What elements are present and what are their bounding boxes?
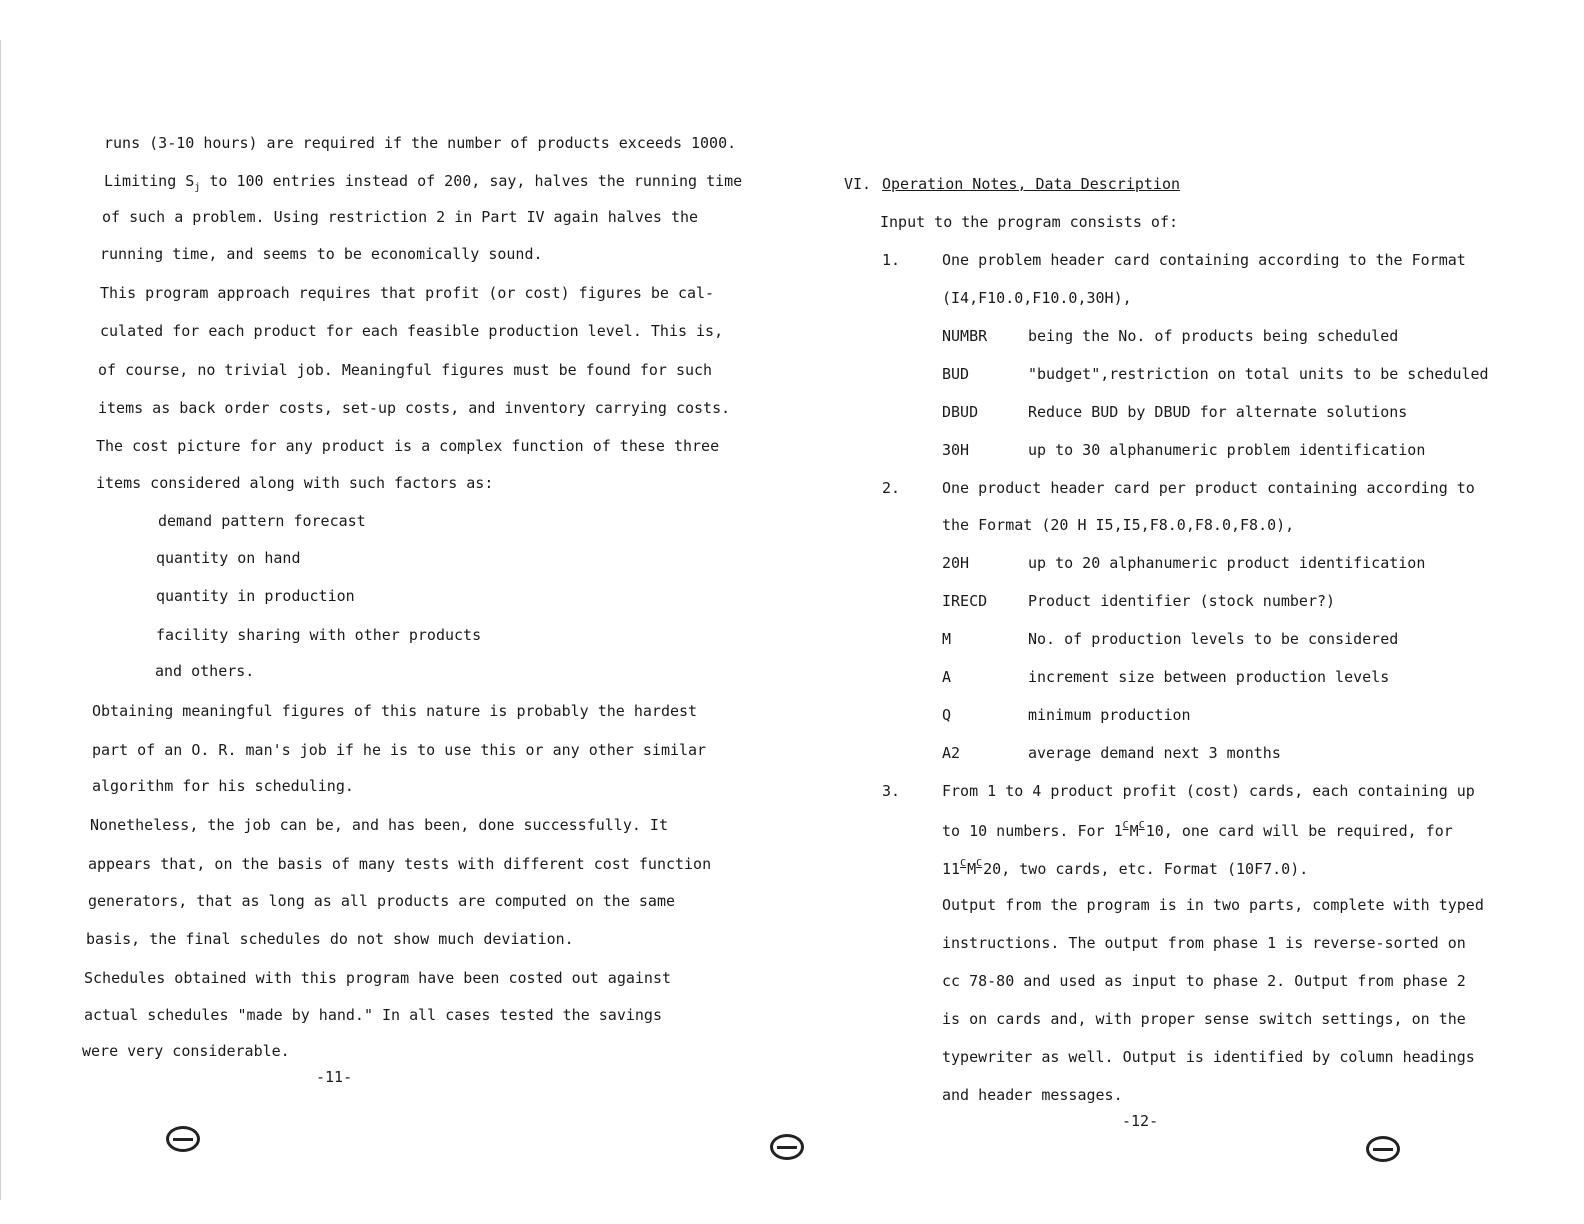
field-def: "budget",restriction on total units to be scheduled xyxy=(1028,365,1489,383)
text-line-limiting xyxy=(104,172,742,193)
field-term: 20H xyxy=(942,554,970,572)
text-line: of course, no trivial job. Meaningful figures must be found for such xyxy=(98,361,713,379)
section-title: Operation Notes, Data Description xyxy=(882,175,1181,193)
subscript-j: j xyxy=(194,182,201,193)
punch-hole-icon xyxy=(1366,1136,1400,1162)
text-line: actual schedules "made by hand." In all cases tested the savings xyxy=(84,1006,662,1024)
le-symbol: C xyxy=(976,858,983,869)
text-line: culated for each product for each feasible production level. This is, xyxy=(100,322,724,340)
punch-hole-icon xyxy=(166,1126,200,1152)
text-fragment: M xyxy=(967,860,977,878)
text-line: appears that, on the basis of many tests with different cost function xyxy=(88,855,712,873)
text-line: Obtaining meaningful figures of this nature is probably the hardest xyxy=(92,702,698,720)
text-fragment: 11 xyxy=(942,860,961,878)
field-term: M xyxy=(942,630,952,648)
field-def: Product identifier (stock number?) xyxy=(1028,592,1336,610)
limiting-prefix: Limiting S xyxy=(104,172,195,190)
factor-item: and others. xyxy=(155,662,255,680)
text-line: basis, the final schedules do not show much deviation. xyxy=(86,930,574,948)
field-def: being the No. of products being scheduled xyxy=(1028,327,1399,345)
text-line: and header messages. xyxy=(942,1086,1123,1104)
text-fragment: 10, one card will be required, for xyxy=(1145,822,1453,840)
text-fragment: to 10 numbers. For 1 xyxy=(942,822,1123,840)
field-term: NUMBR xyxy=(942,327,988,345)
text-line: algorithm for his scheduling. xyxy=(92,777,354,795)
factor-item: facility sharing with other products xyxy=(156,626,482,644)
section-number: VI. xyxy=(844,175,872,193)
text-line: Nonetheless, the job can be, and has been, done successfully. It xyxy=(90,816,668,834)
item-text: One problem header card containing according to the Format xyxy=(942,251,1466,269)
item-text-line2 xyxy=(942,820,1453,840)
text-fragment: 20, two cards, etc. Format (10F7.0). xyxy=(983,860,1309,878)
field-def: increment size between production levels xyxy=(1028,668,1390,686)
text-line: running time, and seems to be economically sound. xyxy=(100,245,543,263)
field-term: A2 xyxy=(942,744,961,762)
field-def: up to 20 alphanumeric product identification xyxy=(1028,554,1426,572)
intro-text: Input to the program consists of: xyxy=(880,213,1179,231)
le-symbol: C xyxy=(1122,820,1129,831)
text-line: were very considerable. xyxy=(82,1042,290,1060)
text-line: This program approach requires that profit (or cost) figures be cal- xyxy=(100,284,715,302)
text-line: generators, that as long as all products are computed on the same xyxy=(88,892,675,910)
limiting-suffix: to 100 entries instead of 200, say, halves the running time xyxy=(200,172,743,190)
field-def: minimum production xyxy=(1028,706,1191,724)
text-line: Output from the program is in two parts, complete with typed xyxy=(942,896,1484,914)
item-number: 1. xyxy=(882,251,901,269)
text-line: typewriter as well. Output is identified by column headings xyxy=(942,1048,1475,1066)
text-line: instructions. The output from phase 1 is reverse-sorted on xyxy=(942,934,1466,952)
field-term: A xyxy=(942,668,952,686)
factor-item: demand pattern forecast xyxy=(158,512,366,530)
page-number: -11- xyxy=(316,1068,353,1086)
field-def: Reduce BUD by DBUD for alternate solutions xyxy=(1028,403,1408,421)
item-format: the Format (20 H I5,I5,F8.0,F8.0,F8.0), xyxy=(942,516,1295,534)
text-line: The cost picture for any product is a complex function of these three xyxy=(96,437,720,455)
page-number: -12- xyxy=(1122,1112,1159,1130)
text-line: cc 78-80 and used as input to phase 2. Output from phase 2 xyxy=(942,972,1466,990)
field-term: IRECD xyxy=(942,592,988,610)
factor-item: quantity on hand xyxy=(156,549,301,567)
field-term: BUD xyxy=(942,365,970,383)
text-line: items considered along with such factors as: xyxy=(96,474,494,492)
field-def: No. of production levels to be considered xyxy=(1028,630,1399,648)
left-page xyxy=(0,0,760,1224)
item-number: 2. xyxy=(882,479,901,497)
item-number: 3. xyxy=(882,782,901,800)
le-symbol: C xyxy=(960,858,967,869)
text-line: of such a problem. Using restriction 2 in Part IV again halves the xyxy=(102,208,699,226)
factor-item: quantity in production xyxy=(156,587,355,605)
text-line: Schedules obtained with this program have been costed out against xyxy=(84,969,671,987)
item-text-line3 xyxy=(942,858,1308,878)
item-format: (I4,F10.0,F10.0,30H), xyxy=(942,289,1132,307)
left-edge-rule xyxy=(0,40,1,1200)
text-line: runs (3-10 hours) are required if the number of products exceeds 1000. xyxy=(104,134,737,152)
item-text: From 1 to 4 product profit (cost) cards, each containing up xyxy=(942,782,1475,800)
text-line: is on cards and, with proper sense switch settings, on the xyxy=(942,1010,1466,1028)
right-page xyxy=(790,0,1584,1224)
field-term: Q xyxy=(942,706,952,724)
le-symbol: C xyxy=(1138,820,1145,831)
item-text: One product header card per product containing according to xyxy=(942,479,1475,497)
text-line: items as back order costs, set-up costs, and inventory carrying costs. xyxy=(98,399,731,417)
text-fragment: M xyxy=(1129,822,1139,840)
text-line: part of an O. R. man's job if he is to use this or any other similar xyxy=(92,741,707,759)
field-def: average demand next 3 months xyxy=(1028,744,1281,762)
field-def: up to 30 alphanumeric problem identification xyxy=(1028,441,1426,459)
field-term: DBUD xyxy=(942,403,979,421)
field-term: 30H xyxy=(942,441,970,459)
